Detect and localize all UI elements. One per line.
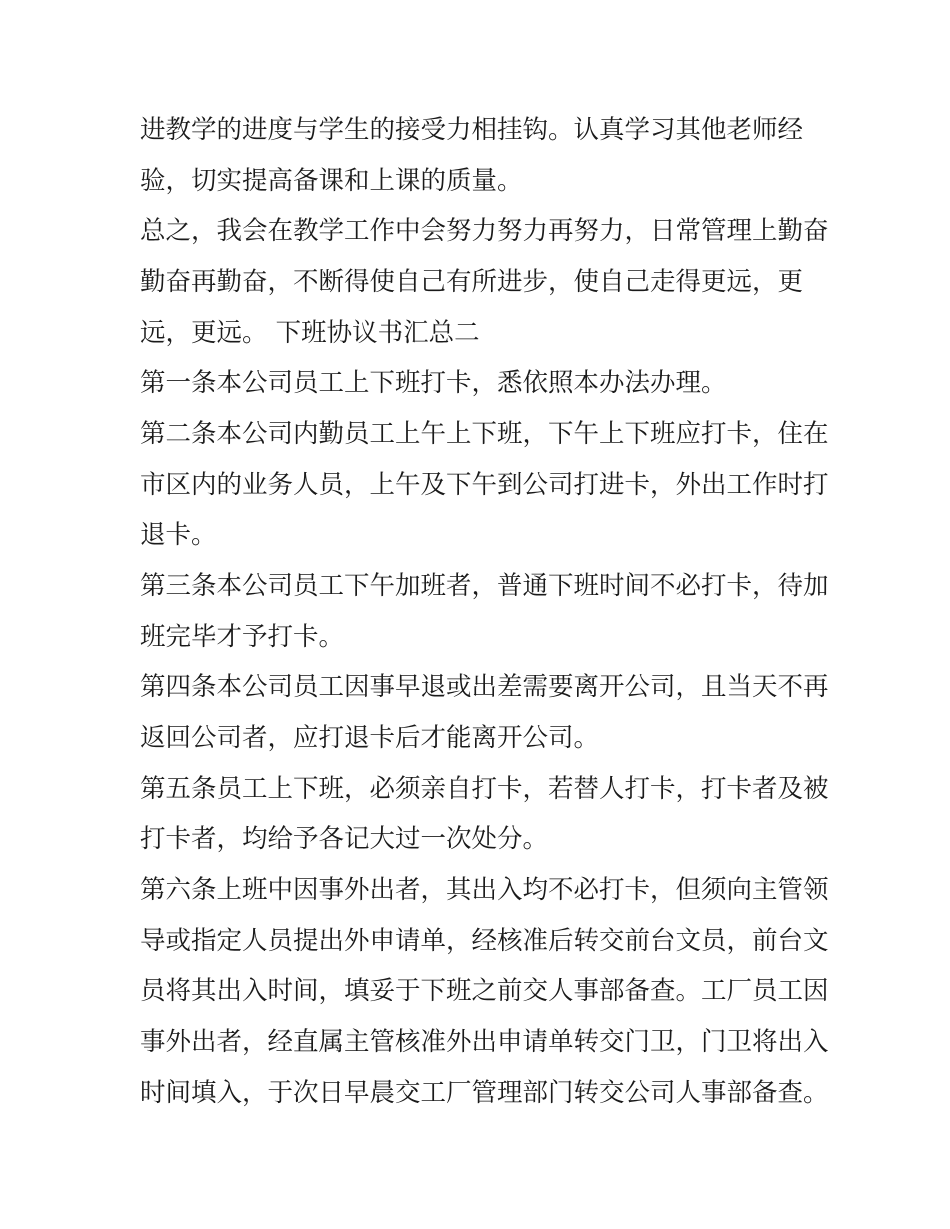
text-line: 第三条本公司员工下午加班者，普通下班时间不必打卡，待加	[140, 571, 829, 601]
text-line: 员将其出入时间，填妥于下班之前交人事部备查。工厂员工因	[140, 976, 829, 1006]
text-line: 勤奋再勤奋，不断得使自己有所进步，使自己走得更远，更	[140, 267, 804, 297]
text-line: 验，切实提高备课和上课的质量。	[140, 166, 523, 196]
text-line: 打卡者，均给予各记大过一次处分。	[140, 824, 549, 854]
text-line: 返回公司者，应打退卡后才能离开公司。	[140, 723, 600, 753]
text-line: 远，更远。 下班协议书汇总二	[140, 318, 480, 348]
text-line: 进教学的进度与学生的接受力相挂钩。认真学习其他老师经	[140, 115, 804, 145]
text-line: 班完毕才予打卡。	[140, 622, 345, 652]
text-line: 第六条上班中因事外出者，其出入均不必打卡，但须向主管领	[140, 875, 829, 905]
text-line: 第四条本公司员工因事早退或出差需要离开公司，且当天不再	[140, 672, 829, 702]
text-line: 总之，我会在教学工作中会努力努力再努力，日常管理上勤奋	[140, 216, 829, 246]
text-line: 事外出者，经直属主管核准外出申请单转交门卫，门卫将出入	[140, 1027, 829, 1057]
text-line: 第一条本公司员工上下班打卡，悉依照本办法办理。	[140, 368, 727, 398]
text-line: 第五条员工上下班，必须亲自打卡，若替人打卡，打卡者及被	[140, 774, 829, 804]
text-line: 导或指定人员提出外申请单，经核准后转交前台文员，前台文	[140, 926, 829, 956]
text-line: 退卡。	[140, 520, 217, 550]
text-line: 时间填入，于次日早晨交工厂管理部门转交公司人事部备查。	[140, 1078, 829, 1108]
text-line: 第二条本公司内勤员工上午上下班，下午上下班应打卡，住在	[140, 419, 829, 449]
text-line: 市区内的业务人员，上午及下午到公司打进卡，外出工作时打	[140, 470, 829, 500]
